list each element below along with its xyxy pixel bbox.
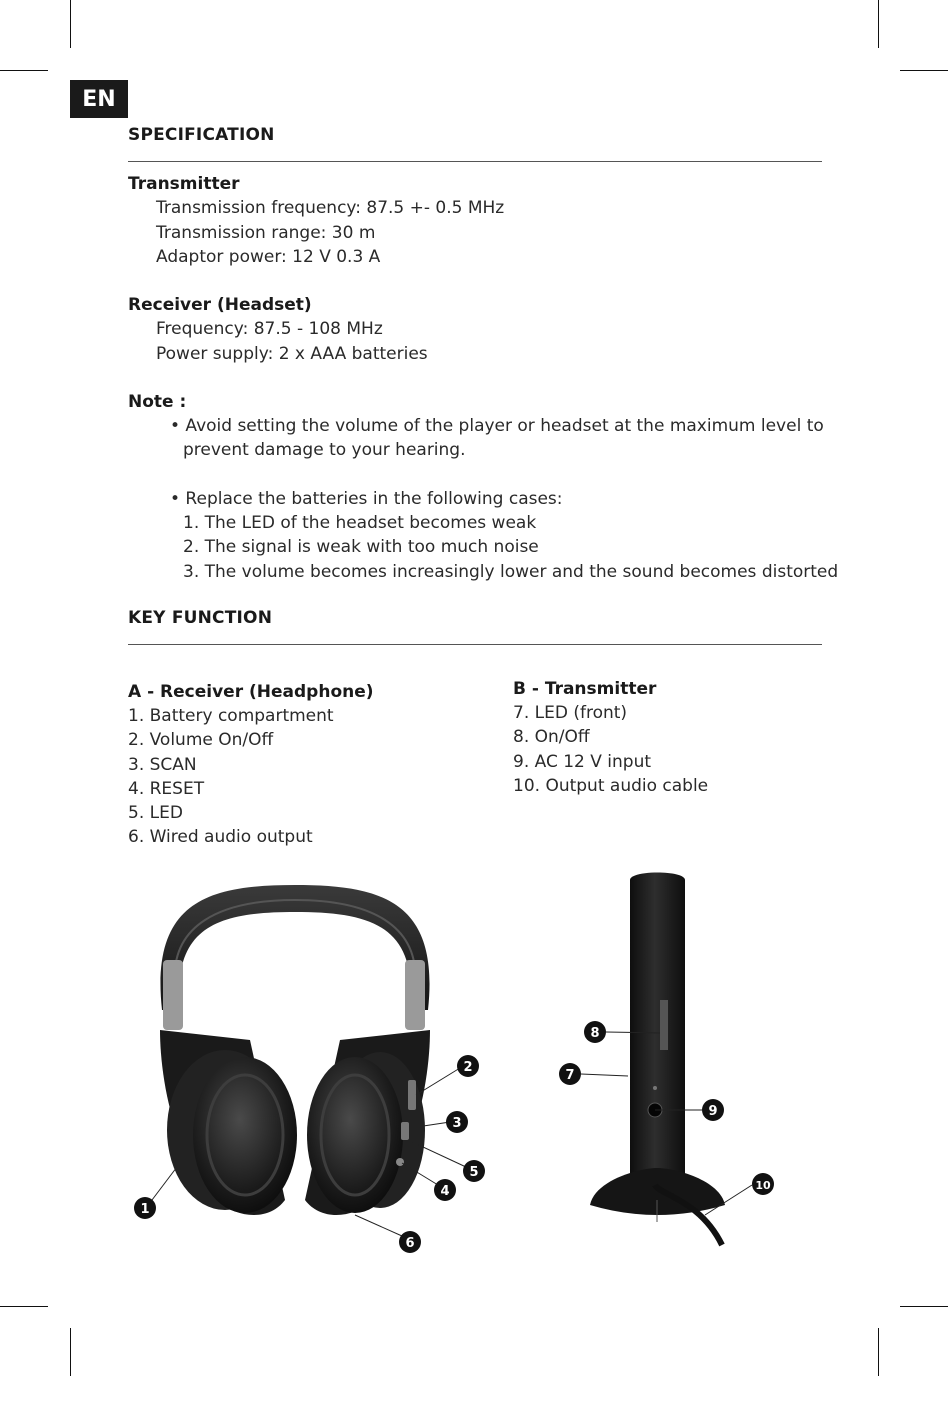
- svg-text:8: 8: [590, 1026, 600, 1041]
- specification-title: SPECIFICATION: [128, 125, 275, 145]
- crop-mark: [70, 1328, 71, 1376]
- key-function-title: KEY FUNCTION: [128, 608, 273, 628]
- divider: [128, 161, 822, 162]
- spec-line: Adaptor power: 12 V 0.3 A: [156, 246, 381, 267]
- crop-mark: [0, 1306, 48, 1307]
- note-case: 1. The LED of the headset becomes weak: [183, 513, 537, 534]
- crop-mark: [878, 1328, 879, 1376]
- callout-2: [457, 1055, 479, 1077]
- note-heading-block: [128, 390, 186, 414]
- transmitter-keys-heading: B - Transmitter: [513, 679, 657, 699]
- callout-7: [559, 1063, 581, 1085]
- callout-6: [399, 1231, 421, 1253]
- crop-mark: [0, 70, 48, 71]
- callout-4: [434, 1179, 456, 1201]
- key-item: 8. On/Off: [513, 727, 590, 748]
- receiver-keys-heading: A - Receiver (Headphone): [128, 682, 374, 702]
- svg-text:10: 10: [755, 1179, 771, 1192]
- key-item: 4. RESET: [128, 778, 205, 799]
- note-case: 3. The volume becomes increasingly lower and the sound becomes distorted: [183, 561, 839, 582]
- key-item: 1. Battery compartment: [128, 706, 334, 727]
- key-item: 10. Output audio cable: [513, 775, 709, 796]
- crop-mark: [878, 0, 879, 48]
- callout-3: [446, 1111, 468, 1133]
- key-item: 2. Volume On/Off: [128, 730, 274, 751]
- svg-text:1: 1: [140, 1202, 150, 1217]
- transmitter-keys: [513, 677, 708, 798]
- callout-10: [752, 1173, 774, 1195]
- crop-mark: [900, 70, 948, 71]
- key-item: 7. LED (front): [513, 703, 628, 724]
- svg-text:9: 9: [708, 1104, 718, 1119]
- language-tab: EN: [70, 80, 128, 118]
- key-item: 5. LED: [128, 803, 183, 824]
- spec-line: Transmission frequency: 87.5 +- 0.5 MHz: [156, 198, 505, 219]
- spec-line: Power supply: 2 x AAA batteries: [156, 343, 428, 364]
- crop-mark: [70, 0, 71, 48]
- key-item: 9. AC 12 V input: [513, 751, 652, 772]
- transmitter-illustration: [555, 865, 785, 1250]
- transmitter-spec: [128, 172, 504, 269]
- callout-8: [584, 1021, 606, 1043]
- note-heading: Note :: [128, 392, 187, 412]
- spec-line: Frequency: 87.5 - 108 MHz: [156, 319, 383, 340]
- note-bullet-continuation: prevent damage to your hearing.: [183, 440, 466, 461]
- note-list: [170, 414, 838, 584]
- svg-text:4: 4: [440, 1184, 450, 1199]
- svg-text:2: 2: [463, 1060, 473, 1075]
- crop-mark: [900, 1306, 948, 1307]
- receiver-keys: [128, 680, 374, 849]
- callout-9: [702, 1099, 724, 1121]
- svg-text:6: 6: [405, 1236, 415, 1251]
- svg-text:3: 3: [452, 1116, 462, 1131]
- transmitter-heading: Transmitter: [128, 174, 240, 194]
- svg-text:5: 5: [469, 1165, 479, 1180]
- note-bullet: • Replace the batteries in the following cases:: [170, 488, 563, 509]
- spec-line: Transmission range: 30 m: [156, 222, 376, 243]
- receiver-heading: Receiver (Headset): [128, 295, 312, 315]
- note-case: 2. The signal is weak with too much noise: [183, 537, 539, 558]
- callout-5: [463, 1160, 485, 1182]
- divider: [128, 644, 822, 645]
- key-item: 3. SCAN: [128, 754, 197, 775]
- callout-1: [134, 1197, 156, 1219]
- receiver-spec: [128, 293, 428, 366]
- headphone-illustration: [120, 870, 500, 1260]
- svg-text:7: 7: [565, 1068, 575, 1083]
- note-bullet: • Avoid setting the volume of the player or headset at the maximum level to: [170, 416, 824, 436]
- key-item: 6. Wired audio output: [128, 827, 313, 848]
